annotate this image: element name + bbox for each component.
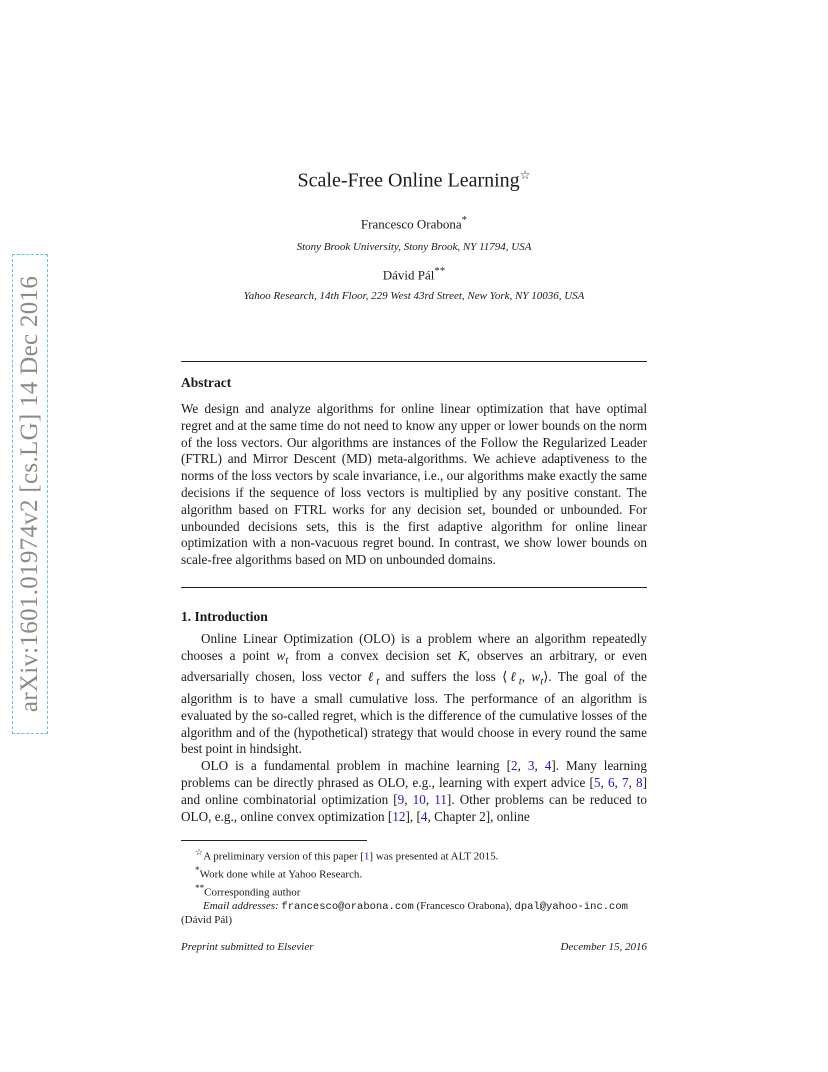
section-heading: 1. Introduction [181,609,268,624]
citation-7[interactable]: 7 [621,775,629,791]
citation-2[interactable]: 2 [511,758,518,774]
abstract-text: We design and analyze algorithms for online linear optimization that have optimal regret and at the same time do not need to know any upper or lower bounds on the norm of the loss vectors. Our algorithms are instances of the Follow the Regularized Leader (FTRL) and Mirror Descent (MD) meta-algorithms. We achieve adaptiveness to the norms of the loss vectors by scale invariance, i.e., our algorithms make exactly the same decisions if the sequence of loss vectors is multiplied by any positive constant. The algorithm based on FTRL works for any decision set, bounded or unbounded. For unbounded decisions sets, this is the first adaptive algorithm for online linear optimization with a non-vacuous regret bound. In contrast, we show lower bounds on scale-free algorithms based on MD on unbounded domains. [181,401,647,568]
email-pal[interactable]: dpal@yahoo-inc.com [514,900,628,913]
affiliation-1: Stony Brook University, Stony Brook, NY 11794, USA [296,241,532,253]
citation-4[interactable]: 4 [544,758,552,774]
introduction-body [181,631,647,826]
preprint-date: December 15, 2016 [560,941,647,953]
footnote-rule [181,840,367,841]
email-orabona[interactable]: francesco@orabona.com [281,900,414,913]
citation-3[interactable]: 3 [527,758,535,774]
abstract-top-rule [181,361,647,362]
intro-paragraph-2: OLO is a fundamental problem in machine learning [2, 3, 4]. Many learning problems can be directly phrased as OLO, e.g., learning with expert advice [5, 6, 7, 8] and online combinatorial optimization [9, 10, 11]. Other problems can be reduced to OLO, e.g., online convex optimization [12], [4, Chapter 2], online [181,758,647,824]
footnotes [181,846,647,927]
abstract-bottom-rule [181,587,647,588]
title-footnote-mark: ☆ [519,168,531,182]
citation-5[interactable]: 5 [593,775,601,791]
footnote-emails: Email addresses: francesco@orabona.com (Francesco Orabona), dpal@yahoo-inc.com (Dávid Pál) [181,899,628,927]
citation-4b[interactable]: 4 [420,808,428,824]
author-1-name: Francesco Orabona [360,216,462,232]
author-2-mark: ** [434,265,446,277]
citation-10[interactable]: 10 [412,791,426,807]
author-2 [0,265,828,283]
author-2-name: Dávid Pál [382,267,435,283]
paper-title-text: Scale-Free Online Learning [297,169,520,192]
citation-12[interactable]: 12 [392,808,406,824]
author-1-mark: * [461,214,468,226]
citation-11[interactable]: 11 [434,791,447,807]
author-1 [0,214,828,232]
arxiv-identifier: arXiv:1601.01974v2 [cs.LG] 14 Dec 2016 [16,275,43,713]
footnote-citation-1[interactable]: 1 [363,850,370,863]
preprint-note: Preprint submitted to Elsevier [181,941,314,953]
footnote-1: ☆A preliminary version of this paper [1] was presented at ALT 2015. [195,847,499,863]
abstract-heading: Abstract [181,375,232,390]
footnote-3: **Corresponding author [195,882,301,899]
citation-6[interactable]: 6 [607,775,615,791]
affiliation-2: Yahoo Research, 14th Floor, 229 West 43rd Street, New York, NY 10036, USA [243,290,585,302]
citation-9[interactable]: 9 [397,791,405,807]
footnote-2: *Work done while at Yahoo Research. [195,864,363,881]
intro-paragraph-1: Online Linear Optimization (OLO) is a problem where an algorithm repeatedly chooses a point $w_t$ from a convex decision set K, observes an arbitrary, or even adversarially chosen, loss vector ℓ$_t$ and suffers the loss ⟨ℓ$_t$, $w_t⟩$. The goal of the algorithm is to have a small cumulative loss. The performance of an algorithm is evaluated by the so-called regret, which is the difference of the cumulative losses of the algorithm and of the (hypothetical) strategy that would choose in every round the same best point in hindsight. [181,631,647,757]
arxiv-side-stamp [12,254,48,734]
citation-8[interactable]: 8 [636,775,643,791]
paper-title [0,168,828,193]
